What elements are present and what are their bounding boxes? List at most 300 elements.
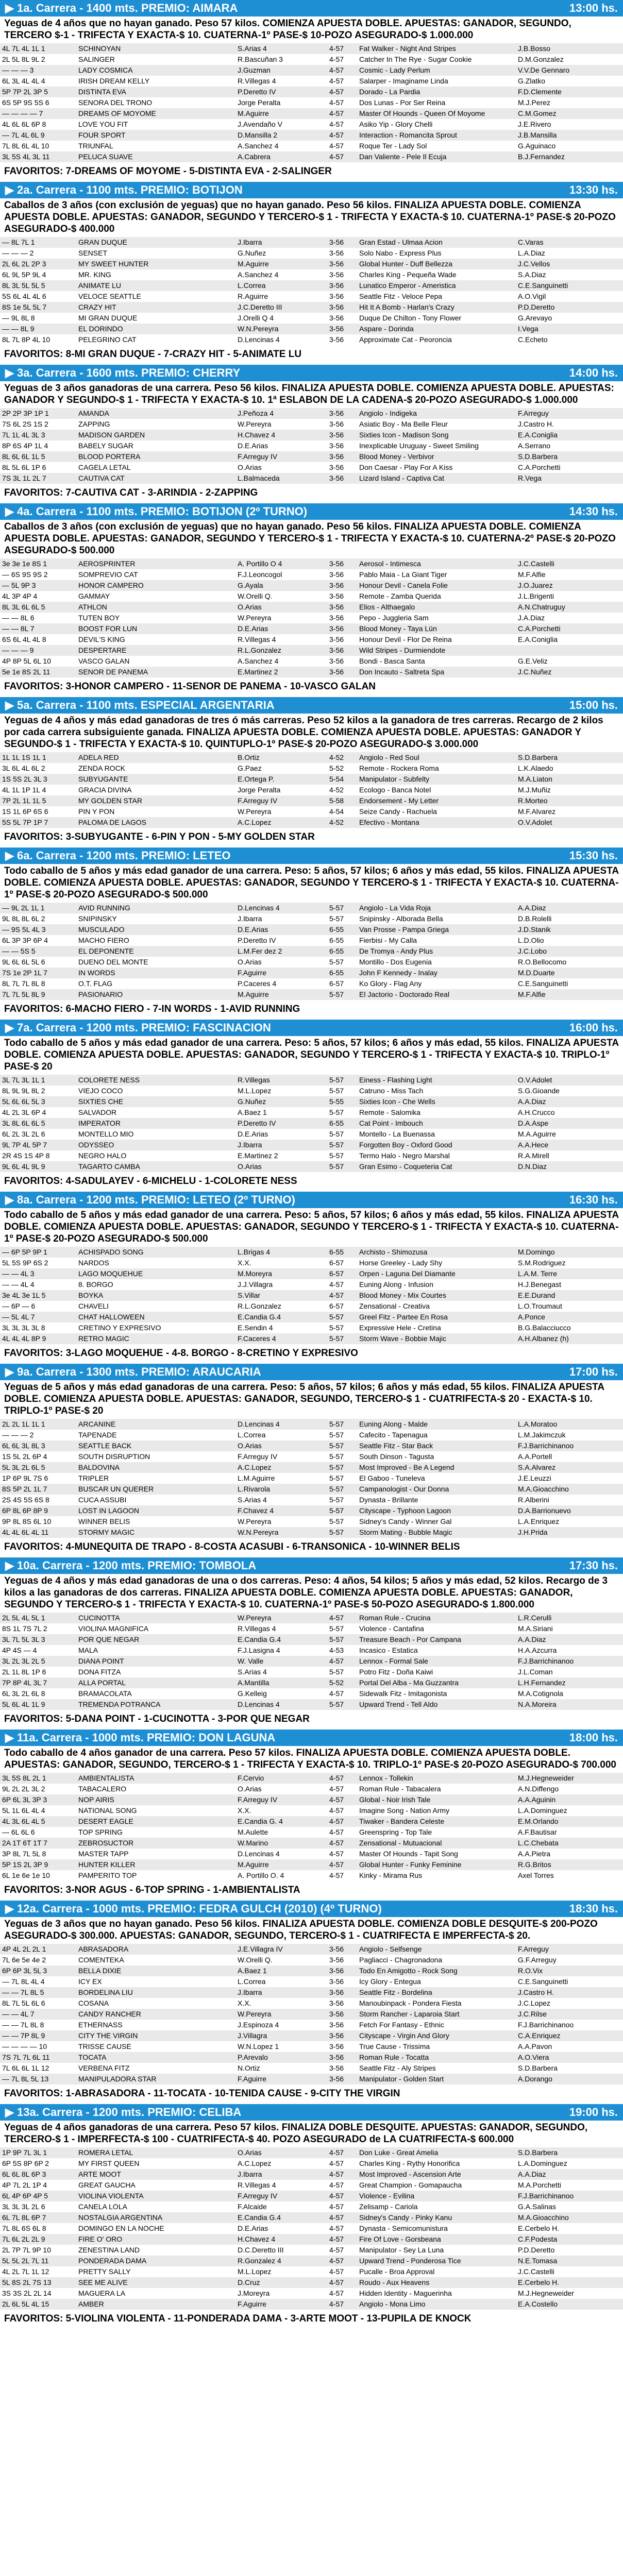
age-weight: 5-57 <box>329 1087 344 1095</box>
horse-name: DONA FITZA <box>78 1668 121 1676</box>
pedigree: Storm Mating - Bubble Magic <box>357 1527 516 1538</box>
trainer: G.Zlatko <box>518 77 545 85</box>
age-weight: 3-56 <box>329 1956 344 1964</box>
trainer: F.J.Barrichinanoo <box>516 1440 623 1451</box>
horse-name: ODYSSEO <box>76 1140 235 1150</box>
jockey: O.Arias <box>238 1785 262 1793</box>
pedigree: Tiwaker - Bandera Celeste <box>357 1816 516 1827</box>
table-row <box>0 473 623 484</box>
age-weight: 4-57 <box>329 2181 344 2189</box>
age-weight: 3-56 <box>327 237 357 248</box>
jockey: R.Villegas 4 <box>238 2181 276 2189</box>
table-row <box>0 2041 623 2052</box>
trainer: A.A.Diaz <box>516 1096 623 1107</box>
recent-form: 8S 1L 7S 7L 2 <box>2 1624 47 1633</box>
trainer: E.A.Coniglia <box>518 635 558 643</box>
age-weight: 3-56 <box>327 280 357 291</box>
recent-form: 3L 2L 3L 2L 5 <box>0 1656 76 1667</box>
horse-name: ANIMATE LU <box>76 280 235 291</box>
race-time: 17:30 hs. <box>569 1559 618 1572</box>
horse-name: TOCATA <box>76 2052 235 2063</box>
horse-name: LOST IN LAGOON <box>76 1505 235 1516</box>
recent-form: 7L 6e 5e 4e 2 <box>2 1956 46 1964</box>
recent-form: 1P 6P 9L 7S 6 <box>2 1474 48 1482</box>
recent-form: — 6P 5P 9P 1 <box>0 1247 76 1258</box>
age-weight: 5-57 <box>327 1527 357 1538</box>
horse-name: DOMINGO EN LA NOCHE <box>78 2224 164 2232</box>
horse-name: ZENDA ROCK <box>78 764 126 772</box>
jockey: J.Ibarra <box>238 914 262 923</box>
trainer: M.J.Muñiz <box>518 786 551 794</box>
pedigree: Pucalle - Broa Approval <box>359 2267 435 2276</box>
pedigree: Zensational - Mutuacional <box>357 1838 516 1849</box>
horse-name: ZEBROSUCTOR <box>76 1838 235 1849</box>
horse-name: DIANA POINT <box>76 1656 235 1667</box>
recent-form: — 6S 9S 9S 2 <box>2 570 48 579</box>
jockey: R.L.Gonzalez <box>238 1302 281 1310</box>
table-row <box>0 645 623 656</box>
pedigree: Remote - Zamba Querida <box>359 592 441 600</box>
horse-name: ARTE MOOT <box>76 2169 235 2180</box>
horse-name: CANDY RANCHER <box>76 2009 235 2020</box>
recent-form: — — 8L 9 <box>0 324 76 334</box>
jockey: L.Balmaceda <box>235 473 327 484</box>
pedigree: Forgotten Boy - Oxford Good <box>357 1140 516 1150</box>
recent-form: 2L 2L 1L 1L 1 <box>0 1419 76 1430</box>
trainer: J.H.Prida <box>516 1527 623 1538</box>
horse-name: ALLA PORTAL <box>76 1677 235 1688</box>
jockey: D.E.Arias <box>238 1130 268 1138</box>
recent-form: 2L 5L 4L 5L 1 <box>0 1613 76 1623</box>
age-weight: 5-57 <box>329 1151 344 1160</box>
recent-form: 4P 4L 2L 2L 1 <box>0 1944 76 1955</box>
trainer: A.A.Pietra <box>518 1850 551 1858</box>
race-conditions: Yeguas de 3 años que no hayan ganado. Peso 56 kilos. FINALIZA APUESTA DOBLE. COMIENZA DOBLE DESQUITE-$ 200-POZO ASEGURADO-$ 300.000. APUESTAS: GANADOR, SEGUNDO, TERCERO-$ 1 - CUATRIFECTA E IMPERFECTA-$ 20. <box>4 1919 598 1941</box>
trainer: M.J.Perez <box>518 98 551 107</box>
horse-name: PAMPERITO TOP <box>78 1871 137 1879</box>
jockey: O.Arias <box>235 1161 327 1172</box>
age-weight: 4-57 <box>327 2147 357 2158</box>
horse-name: BABELY SUGAR <box>78 442 133 450</box>
jockey: E.Candia G.4 <box>235 2212 327 2223</box>
jockey: S.Arias 4 <box>238 1668 267 1676</box>
race-conditions: Caballos de 3 años (con exclusión de yeguas) que no hayan ganado. Peso 56 kilos. FINALIZA APUESTA DOBLE. COMIENZA APUESTA DOBLE. APUESTAS: GANADOR, SEGUNDO Y TERCERO-$ 1 - TRIFECTA Y EXACTA-$ 10. CUATERNA-2º PASE-$ 20-POZO ASEGURADO-$ 500.000 <box>4 521 616 556</box>
horse-name: RETRO MAGIC <box>76 1333 235 1344</box>
trainer: J.L.Brigenti <box>518 592 554 600</box>
age-weight: 4-57 <box>327 1838 357 1849</box>
race-section <box>0 1020 623 1192</box>
trainer: M.A.Gioacchino <box>516 1484 623 1495</box>
trainer: S.D.Barbera <box>518 2064 558 2072</box>
age-weight: 4-57 <box>327 2212 357 2223</box>
jockey: L.Brigas 4 <box>235 1247 327 1258</box>
jockey: M.L.Lopez <box>238 2267 272 2276</box>
jockey: W.N.Lopez 1 <box>238 2042 279 2050</box>
pedigree: Gran Estad - Ulmaa Acion <box>357 237 516 248</box>
pedigree: Lennox - Tollekin <box>357 1773 516 1784</box>
jockey: F.Aguirre <box>235 2299 327 2310</box>
trainer: C.Varas <box>516 237 623 248</box>
table-row <box>0 1430 623 1440</box>
table-row <box>0 408 623 419</box>
horse-name: WINNER BELIS <box>78 1517 130 1526</box>
jockey: W.Orelli Q. <box>238 592 273 600</box>
jockey: O.Arias <box>235 602 327 613</box>
trainer: G.Arevayo <box>518 314 552 322</box>
jockey: J.Moreyra <box>238 2289 270 2297</box>
table-row <box>0 569 623 580</box>
horse-name: AMANDA <box>76 408 235 419</box>
race-title: ▶ 9a. Carrera - 1300 mts. PREMIO: ARAUCARIA <box>5 1365 261 1378</box>
trainer: F.J.Barrichinanoo <box>518 2021 574 2029</box>
recent-form: 6L 3P 3P 6P 4 <box>2 936 48 944</box>
jockey: A.C.Lopez <box>235 1462 327 1473</box>
recent-form: 3P 8L 7L 5L 8 <box>2 1850 46 1858</box>
recent-form: 3L 7L 3L 1L 1 <box>0 1075 76 1086</box>
age-weight: 4-57 <box>329 2159 344 2167</box>
table-row <box>0 1827 623 1838</box>
age-weight: 5-57 <box>329 1108 344 1116</box>
recent-form: 8L 5L 6L 1P 6 <box>2 463 46 471</box>
table-row <box>0 1505 623 1516</box>
trainer: E.M.Orlando <box>516 1816 623 1827</box>
table-row <box>0 430 623 440</box>
horse-name: NOSTALGIA ARGENTINA <box>76 2212 235 2223</box>
age-weight: 4-57 <box>327 65 357 76</box>
horse-name: ATHLON <box>76 602 235 613</box>
race-conditions: Todo caballo de 4 años ganador de una carrera. Peso 57 kilos. FINALIZA APUESTA DOBLE. COMIENZA APUESTA DOBLE. APUESTAS: GANADOR, SEGUNDO, TERCERO-$ 1 - TRIFECTA Y EXACTA-$ 10. TRIPLO-1º PASE-$ 20-POZO ASEGURADO-$ 700.000 <box>4 1748 616 1770</box>
table-row <box>0 1140 623 1150</box>
jockey: J.Ibarra <box>235 2169 327 2180</box>
jockey: A.Baez 1 <box>235 1965 327 1976</box>
table-row <box>0 752 623 763</box>
table-row <box>0 1794 623 1805</box>
age-weight: 4-57 <box>327 43 357 54</box>
age-weight: 4-57 <box>327 2234 357 2245</box>
horse-name: ICY EX <box>78 1977 102 1986</box>
trainer: J.L.Coman <box>518 1668 553 1676</box>
horse-name: PRETTY SALLY <box>78 2267 131 2276</box>
table-row <box>0 2180 623 2191</box>
horse-name: BELLA DIXIE <box>76 1965 235 1976</box>
age-weight: 3-56 <box>329 442 344 450</box>
race-conditions: Todo caballo de 5 años y más edad ganador de una carrera. Peso: 5 años, 57 kilos; 6 años y más edad, 55 kilos. FINALIZA APUESTA DOBLE. COMIENZA APUESTA DOBLE. APUESTAS: GANADOR, SEGUNDO Y TERCERO-$ 1 - TRIFECTA Y EXACTA-$ 10. CUATERNA-1º PASE-$ 20-POZO ASEGURADO-$ 500.000 <box>4 1210 619 1244</box>
recent-form: 7P 8P 4L 3L 7 <box>0 1677 76 1688</box>
jockey: D.Cruz <box>235 2277 327 2288</box>
jockey: J.J.Villagra <box>238 1280 273 1289</box>
horse-name: TRIPLER <box>78 1474 109 1482</box>
jockey: D.Lencinas 4 <box>235 1699 327 1710</box>
table-row <box>0 1527 623 1538</box>
trainer: E.A.Costello <box>516 2299 623 2310</box>
table-row <box>0 1247 623 1258</box>
race-time: 14:30 hs. <box>569 505 618 518</box>
pedigree: Van Prosse - Pampa Griega <box>357 924 516 935</box>
recent-form: 6L 7L 8L 6P 7 <box>0 2212 76 2223</box>
pedigree: Euning Along - Infusion <box>359 1280 433 1289</box>
trainer: R.O.Vix <box>516 1965 623 1976</box>
horse-name: TOP SPRING <box>78 1828 123 1836</box>
jockey: N.Ortiz <box>238 2064 260 2072</box>
table-row <box>0 237 623 248</box>
jockey: O.Arias <box>235 2147 327 2158</box>
race-title: ▶ 6a. Carrera - 1200 mts. PREMIO: LETEO <box>5 849 231 862</box>
table-row <box>0 924 623 935</box>
horse-name: COLORETE NESS <box>76 1075 235 1086</box>
table-row <box>0 613 623 623</box>
race-header <box>0 697 623 714</box>
age-weight: 3-56 <box>329 270 344 279</box>
pedigree: Roque Ter - Lady Sol <box>359 142 427 150</box>
table-row <box>0 989 623 1000</box>
table-row <box>0 2020 623 2030</box>
table-row <box>0 602 623 613</box>
race-favorites: FAVORITOS: 3-SUBYUGANTE - 6-PIN Y PON - 5-MY GOLDEN STAR <box>4 832 315 842</box>
pedigree: Pagliacci - Chagronadona <box>359 1956 443 1964</box>
pedigree: Ecologo - Banca Notel <box>359 786 431 794</box>
jockey: J.Avendaño V <box>238 120 282 128</box>
trainer: J.C.Nuñez <box>516 667 623 677</box>
race-section <box>0 0 623 182</box>
age-weight: 6-57 <box>327 1268 357 1279</box>
pedigree: Storm Wave - Bobbie Majic <box>357 1333 516 1344</box>
trainer: C.E.Sanguinetti <box>518 1977 568 1986</box>
horse-name: SEATTLE BACK <box>76 1440 235 1451</box>
table-row <box>0 2299 623 2310</box>
age-weight: 3-56 <box>329 335 344 344</box>
age-weight: 3-56 <box>329 463 344 471</box>
age-weight: 4-52 <box>329 786 344 794</box>
entries-table <box>0 558 623 677</box>
horse-name: NEGRO HALO <box>78 1151 127 1160</box>
jockey: J.Peñoza 4 <box>235 408 327 419</box>
age-weight: 3-56 <box>329 614 344 622</box>
race-conditions: Yeguas de 4 años que no hayan ganado. Peso 57 kilos. COMIENZA APUESTA DOBLE. APUESTAS: GANADOR, SEGUNDO, TERCERO $-1 - TRIFECTA Y EXACTA-$ 10. CUATERNA-1º PASE-$ 10-POZO ASEGURADO-$ 1.000.000 <box>4 18 571 41</box>
table-row <box>0 1290 623 1301</box>
recent-form: 1P 9P 7L 3L 1 <box>0 2147 76 2158</box>
horse-name: SUBYUGANTE <box>76 774 235 785</box>
horse-name: MALA <box>78 1646 98 1654</box>
recent-form: 6L 3L 4L 4L 4 <box>2 77 45 85</box>
race-conditions: Yeguas de 4 años y más edad ganadoras de tres ó más carreras. Peso 52 kilos a la ganadora de tres carreras. Recargo de 2 kilos por cada carrera subsiguiente ganada. FINALIZA APUESTA DOBLE. COMIENZA APUESTA DOBLE. APUESTAS: GANADOR Y SEGUNDO-$ 1 - TRIFECTA Y EXACTA-$ 10. QUINTUPLO-1º PASE-$ 20-POZO ASEGURADO-$ 3.000.000 <box>4 715 603 750</box>
pedigree: Horse Greeley - Lady Shy <box>359 1259 443 1267</box>
jockey: W.N.Pereyra <box>235 1527 327 1538</box>
recent-form: 5L 6L 4L 1L 9 <box>0 1699 76 1710</box>
jockey: F.J.Lasigna 4 <box>238 1646 280 1654</box>
horse-name: HUNTER KILLER <box>76 1859 235 1870</box>
pedigree: Fire Of Love - Gorsbeana <box>357 2234 516 2245</box>
jockey: R.Villegas 4 <box>238 635 276 643</box>
jockey: J.E.Villagra IV <box>235 1944 327 1955</box>
race-time: 19:00 hs. <box>569 2106 618 2119</box>
age-weight: 5-57 <box>329 1474 344 1482</box>
jockey: W.Pereyra <box>235 1613 327 1623</box>
recent-form: 8L 7L 5L 6L 6 <box>2 1999 45 2007</box>
race-favorites: FAVORITOS: 7-CAUTIVA CAT - 3-ARINDIA - 2-ZAPPING <box>4 487 258 498</box>
table-row <box>0 1838 623 1849</box>
pedigree: Efectivo - Montana <box>357 817 516 828</box>
horse-name: IMPERATOR <box>76 1118 235 1129</box>
recent-form: — 6L 6L 6 <box>2 1828 35 1836</box>
jockey: D.Lencinas 4 <box>235 903 327 913</box>
table-row <box>0 1773 623 1784</box>
horse-name: AMBIENTALISTA <box>76 1773 235 1784</box>
age-weight: 4-57 <box>327 1613 357 1623</box>
recent-form: — — — — 7 <box>0 108 76 119</box>
race-header <box>0 182 623 198</box>
age-weight: 4-57 <box>329 2289 344 2297</box>
recent-form: — 5L 4L 7 <box>0 1312 76 1323</box>
trainer: G.A.Salinas <box>518 2202 556 2211</box>
trainer: L.H.Fernandez <box>516 1677 623 1688</box>
age-weight: 3-56 <box>327 473 357 484</box>
jockey: A. Portillo O. 4 <box>238 1871 284 1879</box>
pedigree: South Dinson - Tagusta <box>359 1452 434 1461</box>
trainer: L.M.Jakimczuk <box>518 1431 566 1439</box>
pedigree: Seattle Fitz - Star Back <box>357 1440 516 1451</box>
trainer: J.C.Castelli <box>516 558 623 569</box>
age-weight: 3-56 <box>327 430 357 440</box>
pedigree: Seattle Fitz - Aly Stripes <box>359 2064 436 2072</box>
age-weight: 4-57 <box>327 108 357 119</box>
race-header <box>0 848 623 864</box>
age-weight: 3-56 <box>327 558 357 569</box>
jockey: O.Arias <box>235 1440 327 1451</box>
trainer: R.G.Britos <box>516 1859 623 1870</box>
recent-form: 9L 8L 8L 6L 2 <box>2 914 45 923</box>
entries-table <box>0 408 623 484</box>
recent-form: — 7L 8L 4L 4 <box>2 1977 45 1986</box>
table-row <box>0 1258 623 1268</box>
trainer: O.V.Adolet <box>516 817 623 828</box>
recent-form: 4L 1L 1P 1L 4 <box>2 786 46 794</box>
age-weight: 3-56 <box>327 2052 357 2063</box>
jockey: A.Sanchez 4 <box>238 270 279 279</box>
age-weight: 5-57 <box>327 1505 357 1516</box>
pedigree: Sidewalk Fitz - Imitagonista <box>359 1689 447 1698</box>
age-weight: 4-57 <box>327 2169 357 2180</box>
table-row <box>0 2288 623 2299</box>
table-row <box>0 2052 623 2063</box>
recent-form: — 7L 8L 5L 13 <box>0 2074 76 2084</box>
age-weight: 3-56 <box>327 2074 357 2084</box>
recent-form: 5e 1e 8S 2L 11 <box>0 667 76 677</box>
jockey: J.Ibarra <box>235 1140 327 1150</box>
jockey: W.N.Pereyra <box>235 324 327 334</box>
race-title: ▶ 7a. Carrera - 1200 mts. PREMIO: FASCINACION <box>5 1021 271 1034</box>
age-weight: 6-57 <box>329 1302 344 1310</box>
horse-name: LAGO MOQUEHUE <box>76 1268 235 1279</box>
pedigree: Montello - La Buenassa <box>359 1130 435 1138</box>
trainer: C.A.Porchetti <box>518 463 561 471</box>
horse-name: VIOLINA MAGNIFICA <box>78 1624 149 1633</box>
age-weight: 5-57 <box>327 989 357 1000</box>
pedigree: Blood Money - Taya Lün <box>357 623 516 634</box>
pedigree: Master Of Hounds - Tapit Song <box>359 1850 458 1858</box>
race-title: ▶ 3a. Carrera - 1600 mts. PREMIO: CHERRY <box>5 366 241 379</box>
age-weight: 3-56 <box>327 2009 357 2020</box>
horse-name: TRIUNFAL <box>78 142 113 150</box>
pedigree: Wild Stripes - Durmiendote <box>357 645 516 656</box>
age-weight: 4-57 <box>327 1656 357 1667</box>
table-row <box>0 108 623 119</box>
recent-form: 9L 6L 4L 9L 9 <box>0 1161 76 1172</box>
age-weight: 4-57 <box>327 87 357 97</box>
pedigree: Dan Valiente - Pele Il Ecuja <box>357 151 516 162</box>
table-row <box>0 119 623 130</box>
pedigree: Sixties Icon - Che Wells <box>357 1096 516 1107</box>
age-weight: 4-57 <box>329 98 344 107</box>
age-weight: 3-56 <box>327 1944 357 1955</box>
horse-name: PONDERADA DAMA <box>76 2256 235 2266</box>
pedigree: Ko Glory - Flag Any <box>359 979 422 988</box>
recent-form: 3L 5S 8L 2L 1 <box>0 1773 76 1784</box>
age-weight: 5-57 <box>327 1634 357 1645</box>
pedigree: Dynasta - Brillante <box>359 1496 418 1504</box>
trainer: J.C.Lopez <box>518 1999 551 2007</box>
trainer: M.A.Siriani <box>518 1624 553 1633</box>
trainer: J.A.Diaz <box>518 614 545 622</box>
recent-form: 6P 8L 6P 8P 9 <box>0 1505 76 1516</box>
pedigree: Dos Lunas - Por Ser Reina <box>359 98 446 107</box>
jockey: W.Pereyra <box>238 807 272 816</box>
trainer: R.O.Bellocomo <box>518 958 567 966</box>
race-time: 15:30 hs. <box>569 849 618 862</box>
age-weight: 4-57 <box>327 151 357 162</box>
age-weight: 3-56 <box>329 314 344 322</box>
trainer: S.D.Barbera <box>516 451 623 462</box>
jockey: D.E.Arias <box>238 2224 268 2232</box>
jockey: F.Alcaide <box>238 2202 267 2211</box>
recent-form: — 8L 7L 1 <box>0 237 76 248</box>
trainer: C.Echeto <box>518 335 548 344</box>
race-favorites: FAVORITOS: 7-DREAMS OF MOYOME - 5-DISTINTA EVA - 2-SALINGER <box>4 166 332 177</box>
race-time: 13:30 hs. <box>569 183 618 196</box>
age-weight: 4-57 <box>329 2202 344 2211</box>
pedigree: Lunatico Emperor - Ameristica <box>357 280 516 291</box>
jockey: F.Arreguy IV <box>235 451 327 462</box>
jockey: D.C.Deretto III <box>238 2246 284 2254</box>
pedigree: Dorado - La Pardia <box>357 87 516 97</box>
recent-form: 1L 1L 1S 1L 1 <box>0 752 76 763</box>
pedigree: Cityscape - Virgin And Glory <box>357 2030 516 2041</box>
trainer: A.A.Hece <box>516 1140 623 1150</box>
pedigree: Cityscape - Typhoon Lagoon <box>357 1505 516 1516</box>
race-favorites: FAVORITOS: 6-MACHO FIERO - 7-IN WORDS - 1-AVID RUNNING <box>4 1004 300 1014</box>
trainer: N.E.Tomasa <box>516 2256 623 2266</box>
race-title: ▶ 8a. Carrera - 1200 mts. PREMIO: LETEO (2º TURNO) <box>5 1193 295 1206</box>
recent-form: 3L 6L 4L 6L 2 <box>2 764 45 772</box>
horse-name: AMBER <box>76 2299 235 2310</box>
horse-name: CAGELA LETAL <box>78 463 131 471</box>
jockey: F.Arreguy IV <box>238 1452 278 1461</box>
recent-form: — 9L 2L 1L 1 <box>0 903 76 913</box>
trainer: A.N.Diffengo <box>518 1785 559 1793</box>
trainer: D.N.Diaz <box>516 1161 623 1172</box>
jockey: R.Villegas 4 <box>238 1624 276 1633</box>
pedigree: Master Of Hounds - Queen Of Moyome <box>357 108 516 119</box>
jockey: G.Paez <box>238 764 262 772</box>
pedigree: Kinky - Mirama Rus <box>359 1871 423 1879</box>
recent-form: 4L 4L 4L 8P 9 <box>0 1333 76 1344</box>
jockey: E.Candia G.4 <box>235 1634 327 1645</box>
trainer: D.A.Aspe <box>516 1118 623 1129</box>
horse-name: BOOST FOR LUN <box>76 623 235 634</box>
jockey: F.Caceres 4 <box>235 1333 327 1344</box>
horse-name: MY SWEET HUNTER <box>76 259 235 269</box>
age-weight: 4-57 <box>329 2267 344 2276</box>
horse-name: GRAN DUQUE <box>76 237 235 248</box>
